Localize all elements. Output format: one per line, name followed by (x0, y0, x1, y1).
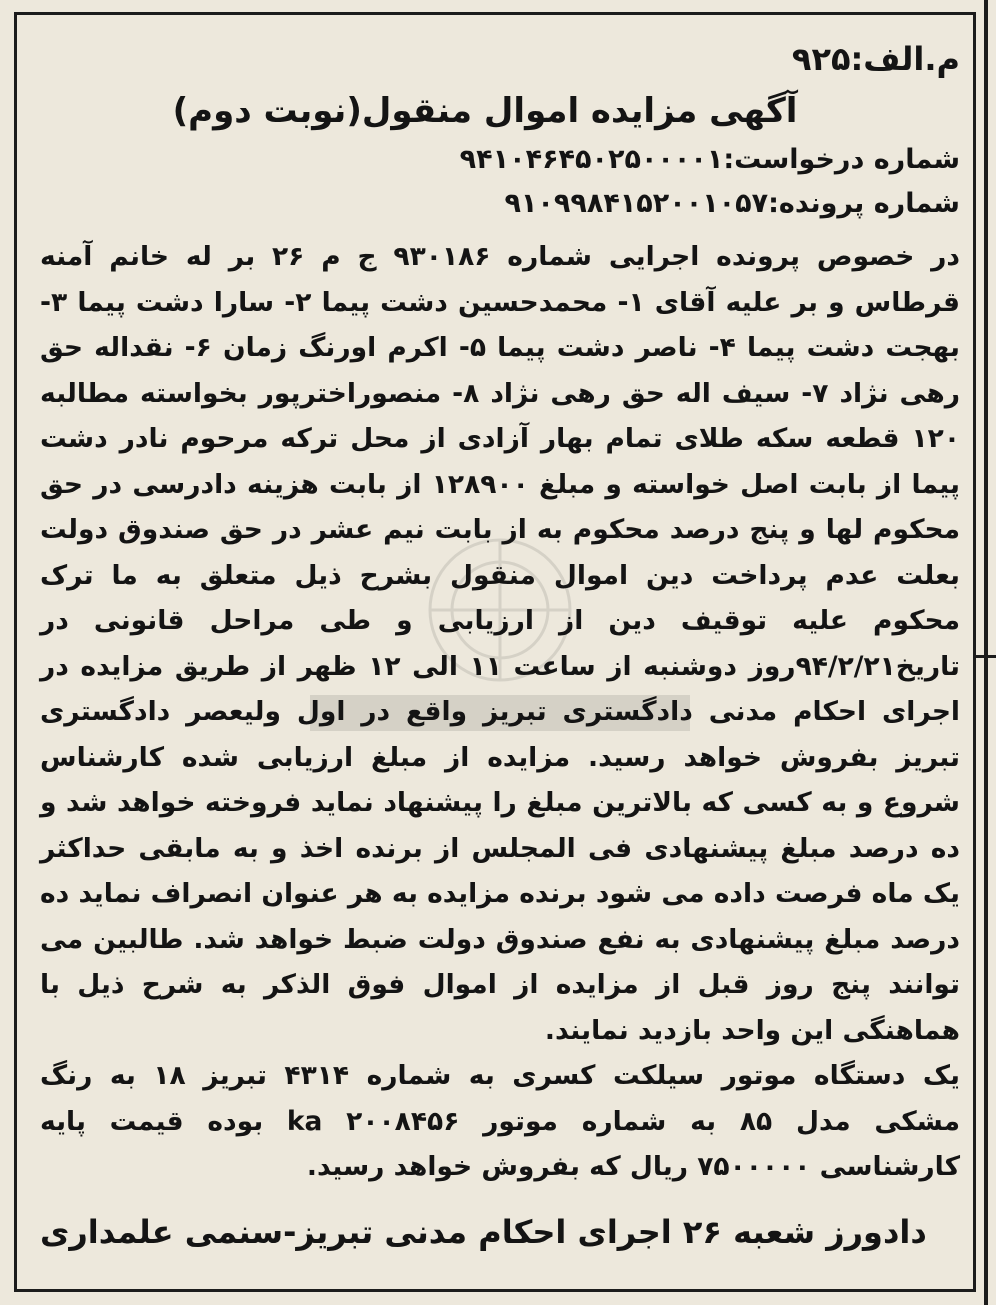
signature: دادورز شعبه ۲۶ اجرای احکام مدنی تبریز-سنمی علمداری (40, 1212, 927, 1251)
notice-content (40, 34, 960, 1260)
case-number: شماره پرونده:۹۱۰۹۹۸۴۱۵۲۰۰۱۰۵۷ (504, 188, 960, 219)
notice-body: در خصوص پرونده اجرایی شماره ۹۳۰۱۸۶ ج م ۲۶ بر له خانم آمنه قرطاس و بر علیه آقای ۱- محمدحسین دشت پیما ۲- سارا دشت پیما ۳- بهجت دشت پیما ۴- ناصر دشت پیما ۵- اکرم اورنگ زمان ۶- نقداله حق رهی نژاد ۷- سیف اله حق رهی نژاد ۸- منصوراخترپور بخواسته مطالبه ۱۲۰ قطعه سکه طلای تمام بهار آزادی از محل ترکه مرحوم نادر دشت پیما از بابت اصل خواسته و مبلغ ۱۲۸۹۰۰ از بابت هزینه دادرسی در حق محکوم لها و پنج درصد محکوم به از بابت نیم عشر در حق صندوق دولت بعلت عدم پرداخت دین اموال منقول بشرح ذیل متعلق به ما ترک محکوم علیه توقیف دین از ارزیابی و طی مراحل قانونی در تاریخ۹۴/۲/۲۱روز دوشنبه از ساعت ۱۱ الی ۱۲ ظهر از طریق مزایده در اجرای احکام مدنی دادگستری تبریز واقع در اول ولیعصر دادگستری تبریز بفروش خواهد رسید. مزایده از مبلغ ارزیابی شده کارشناس شروع و به کسی که بالاترین مبلغ را پیشنهاد نماید فروخته خواهد شد و ده درصد مبلغ پیشنهادی فی المجلس از برنده اخذ و به مابقی حداکثر یک ماه فرصت داده می شود برنده مزایده به هر عنوان انصراف نماید ده درصد مبلغ پیشنهادی به نفع صندوق دولت ضبط خواهد شد. طالبین می توانند پنج روز قبل از مزایده از اموال فوق الذکر به شرح ذیل با هماهنگی این واحد بازدید نمایند. (40, 241, 961, 1046)
notice-code: م.الف:۹۲۵ (791, 40, 960, 78)
request-number: شماره درخواست:۹۴۱۰۴۶۴۵۰۲۵۰۰۰۰۱ (459, 144, 960, 175)
column-divider-tick (976, 655, 996, 658)
item-description: یک دستگاه موتور سیلکت کسری به شماره ۴۳۱۴ تبریز ۱۸ به رنگ مشکی مدل ۸۵ به شماره موتور ka ۲۰۰۸۴۵۶ بوده قیمت پایه کارشناسی ۷۵۰۰۰۰۰ ریال که بفروش خواهد رسید. (40, 1060, 960, 1182)
column-divider-line (984, 0, 988, 1305)
notice-title: آگهی مزایده اموال منقول(نوبت دوم) (172, 91, 798, 131)
